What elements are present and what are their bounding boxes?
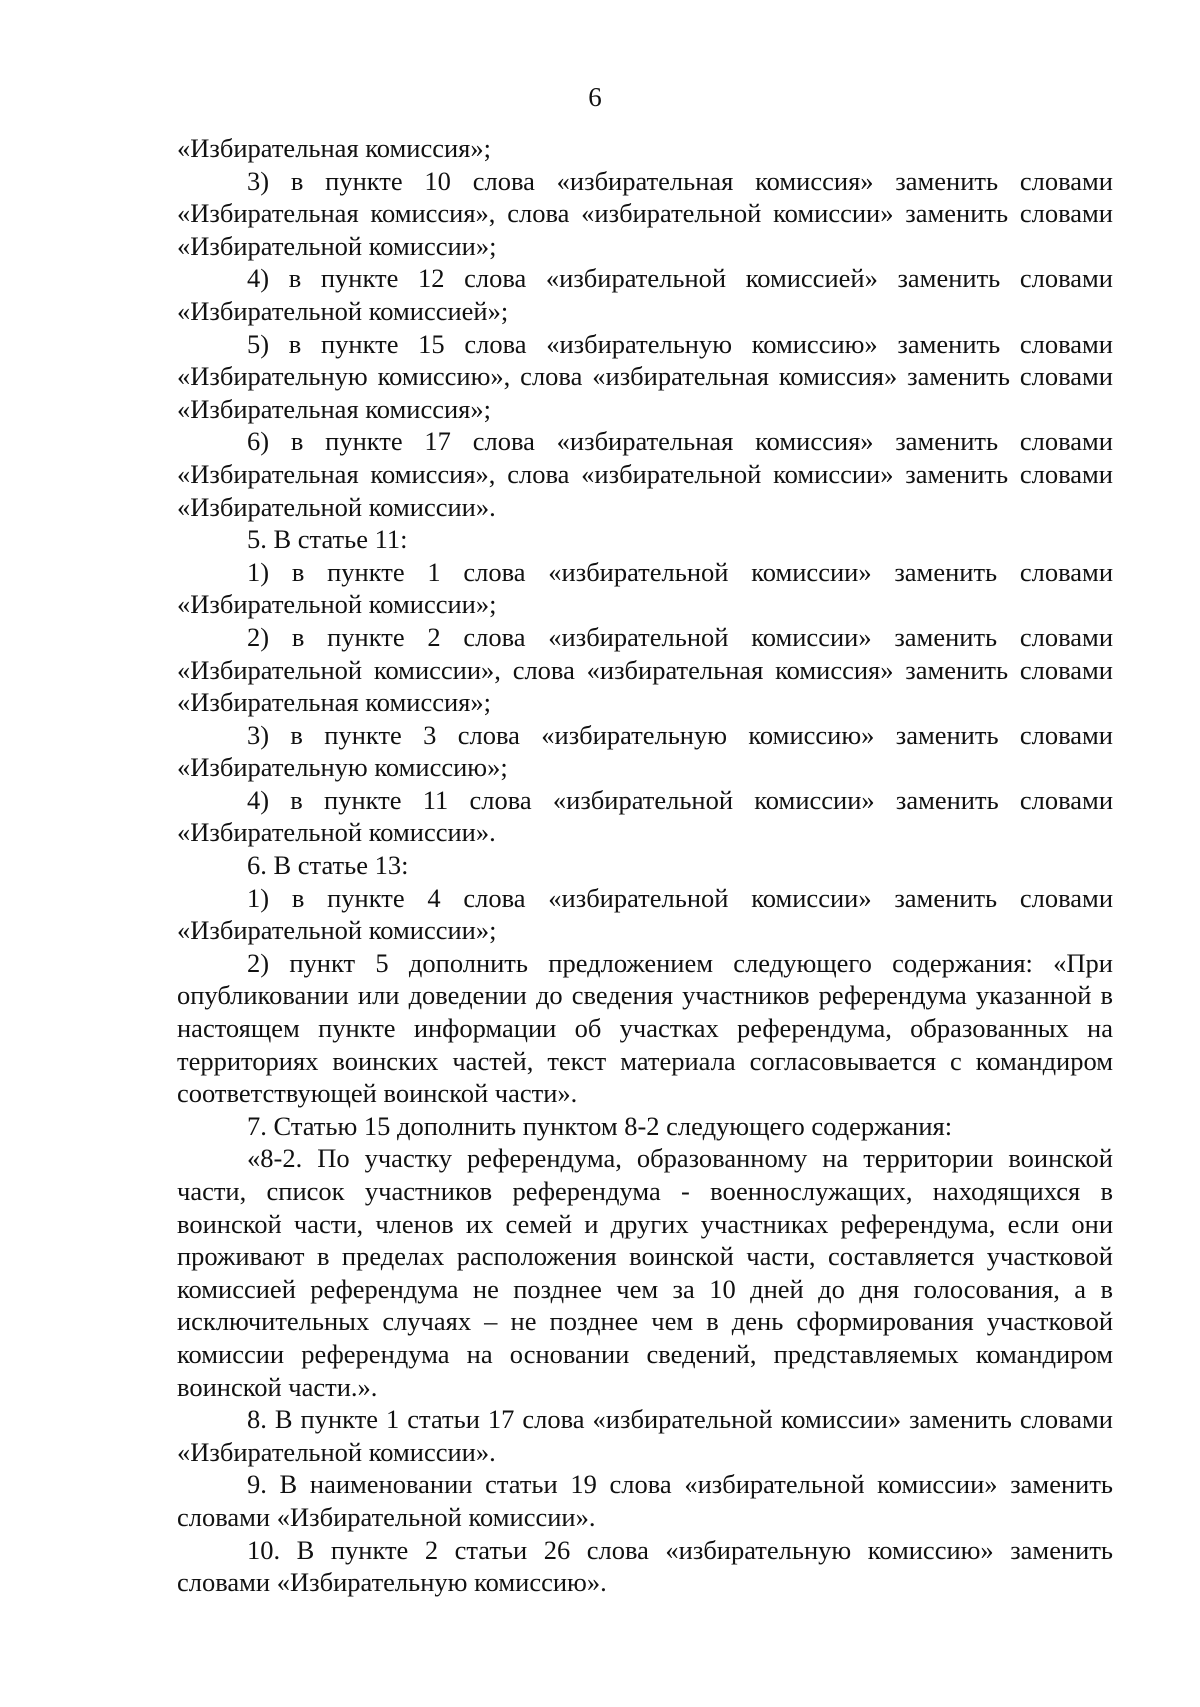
- document-body: [177, 132, 1113, 1599]
- paragraph-item-6: 6) в пункте 17 слова «избирательная комиссия» заменить словами «Избирательная комиссия», слова «избирательной комиссии» заменить словами «Избирательной комиссии».: [177, 426, 1113, 522]
- paragraph-section-5-item-2: 2) в пункте 2 слова «избирательной комиссии» заменить словами «Избирательной комиссии», слова «избирательная комиссия» заменить словами «Избирательная комиссия»;: [177, 621, 1113, 718]
- paragraph-section-6-item-2: 2) пункт 5 дополнить предложением следующего содержания: «При опубликовании или доведении до сведения участников референдума указанной в настоящем пункте информации об участках референдума, образованных на территориях воинских частей, текст материала согласовывается с командиром соответствующей воинской части».: [177, 947, 1113, 1109]
- paragraph-section-5-item-1: 1) в пункте 1 слова «избирательной комиссии» заменить словами «Избирательной комиссии»;: [177, 556, 1113, 620]
- paragraph-item-3: 3) в пункте 10 слова «избирательная комиссия» заменить словами «Избирательная комиссия», слова «избирательной комиссии» заменить словами «Избирательной комиссии»;: [177, 165, 1113, 261]
- paragraph-section-5-item-4: 4) в пункте 11 слова «избирательной комиссии» заменить словами «Избирательной комиссии».: [177, 784, 1113, 848]
- paragraph-continuation: «Избирательная комиссия»;: [177, 133, 491, 163]
- paragraph-section-7-text: «8-2. По участку референдума, образованному на территории воинской части, список участников референдума - военнослужащих, находящихся в воинской части, членов их семей и других участниках референдума, если они проживают в пределах расположения воинской части, составляется участковой комиссией референдума не позднее чем за 10 дней до дня голосования, а в исключительных случаях – не позднее чем в день сформирования участковой комиссии референдума на основании сведений, представляемых командиром воинской части.».: [177, 1143, 1113, 1402]
- paragraph-section-5: 5. В статье 11:: [247, 524, 408, 555]
- paragraph-item-4: 4) в пункте 12 слова «избирательной комиссией» заменить словами «Избирательной комиссией»;: [177, 263, 1113, 326]
- paragraph-section-6-item-1: 1) в пункте 4 слова «избирательной комиссии» заменить словами «Избирательной комиссии»;: [177, 882, 1113, 946]
- paragraph-item-5: 5) в пункте 15 слова «избирательную комиссию» заменить словами «Избирательную комиссию», слова «избирательная комиссия» заменить словами «Избирательная комиссия»;: [177, 328, 1113, 424]
- page-number: 6: [588, 82, 602, 112]
- paragraph-section-6: 6. В статье 13:: [247, 850, 409, 881]
- paragraph-section-8: 8. В пункте 1 статьи 17 слова «избирательной комиссии» заменить словами «Избирательной комиссии».: [177, 1404, 1113, 1467]
- paragraph-section-10: 10. В пункте 2 статьи 26 слова «избирательную комиссию» заменить словами «Избирательную комиссию».: [177, 1534, 1113, 1598]
- paragraph-section-9: 9. В наименовании статьи 19 слова «избирательной комиссии» заменить словами «Избирательной комиссии».: [177, 1469, 1113, 1532]
- paragraph-section-7: 7. Статью 15 дополнить пунктом 8-2 следующего содержания:: [247, 1110, 953, 1141]
- paragraph-section-5-item-3: 3) в пункте 3 слова «избирательную комиссию» заменить словами «Избирательную комиссию»;: [177, 719, 1113, 783]
